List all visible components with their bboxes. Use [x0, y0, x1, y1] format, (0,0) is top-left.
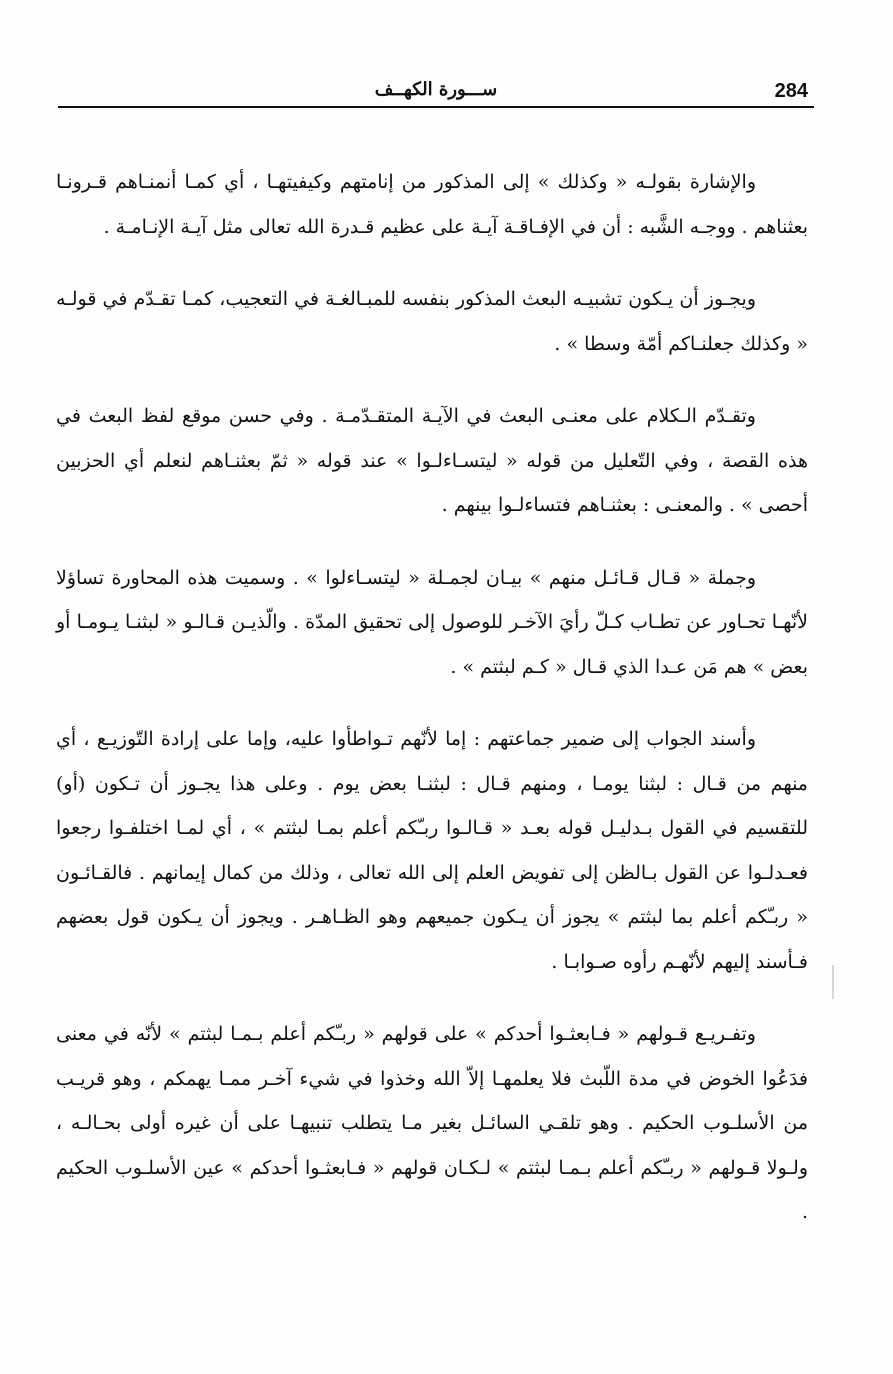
paragraph: وتفـريـع قـولهم « فـابعثـوا أحدكم » على قولهم « ربـّكم أعلم بـمـا لبثتم » لأنّه في معنى فدَعُوا الخوض في مدة اللّبث فلا يعلمهـا إلاّ الله وخذوا في شيء آخـر ممـا يهمكم ، وهو قريـب من الأسلـوب الحكيم . وهو تلقـي السائـل بغير مـا يتطلب تنبيهـا على أن غيره أولى بحـالـه ، ولـولا قـولهم « ربـّكم أعلم بـمـا لبثتم » لـكـان قولهم « فـابعثـوا أحدكم » عين الأسلـوب الحكيم . — [56, 1023, 808, 1223]
scan-edge-mark — [832, 965, 834, 999]
surah-title: ســـورة الكهــف — [374, 79, 498, 100]
paragraph: وجملة « قـال قـائـل منهم » بيـان لجمـلة « ليتسـاءلوا » . وسميت هذه المحاورة تساؤلا لأنّهـا تحـاور عن تطـاب كـلّ رأيَ الآخـر للوصول إلى تحقيق المدّة . والّذيـن قـالـو « لبثنـا يـومـا أو بعض » هم مَن عـدا الذي قـال « كـم لبثتم » . — [56, 566, 808, 678]
page-body — [56, 160, 808, 1235]
page-header — [58, 72, 814, 108]
paragraph: ويجـوز أن يـكون تشبيـه البعث المذكور بنفسه للمبـالغـة في التعجيب، كمـا تقـدّم في قولـه « وكذلك جعلنـاكم أمّة وسطا » . — [56, 288, 808, 355]
paragraph: وتقـدّم الـكلام على معنـى البعث في الآيـة المتقـدّمـة . وفي حسن موقع لفظ البعث في هذه القصة ، وفي التّعليل من قوله « ليتسـاءلـوا » عند قوله « ثمّ بعثنـاهم لنعلم أي الحزبين أحصى » . والمعنـى : بعثنـاهم فتساءلـوا بينهم . — [56, 405, 808, 516]
page-number: 284 — [774, 80, 808, 102]
paragraph: وأسند الجواب إلى ضمير جماعتهم : إما لأنّهم تـواطأوا عليه، وإما على إرادة التّوزيـع ، أي منهم من قـال : لبثنا يومـا ، ومنهم قـال : لبثنـا بعض يوم . وعلى هذا يجـوز أن تـكون (أو) للتقسيم في القول بـدليـل قوله بعـد « قـالـوا ربـّكم أعلم بمـا لبثتم » ، أي لمـا اختلفـوا رجعوا فعـدلـوا عن القول بـالظن إلى تفويض العلم إلى الله تعالى ، وذلك من كمال إيمانهم . فالقـائـون « ربـّكم أعلم بما لبثتم » يجوز أن يـكون جميعهم وهو الظـاهـر . ويجوز أن يـكون قول بعضهم فـأسند إليهم لأنّهـم رأوه صـوابـا . — [56, 728, 808, 973]
paragraph: والإشارة بقولـه « وكذلك » إلى المذكور من إنامتهم وكيفيتهـا ، أي كمـا أنمنـاهم قـرونـا بعثناهم . ووجـه الشَّبه : أن في الإفـاقـة آيـة على عظيم قـدرة الله تعالى مثل آيـة الإنـامـة . — [56, 171, 808, 238]
header-rule — [58, 106, 814, 108]
